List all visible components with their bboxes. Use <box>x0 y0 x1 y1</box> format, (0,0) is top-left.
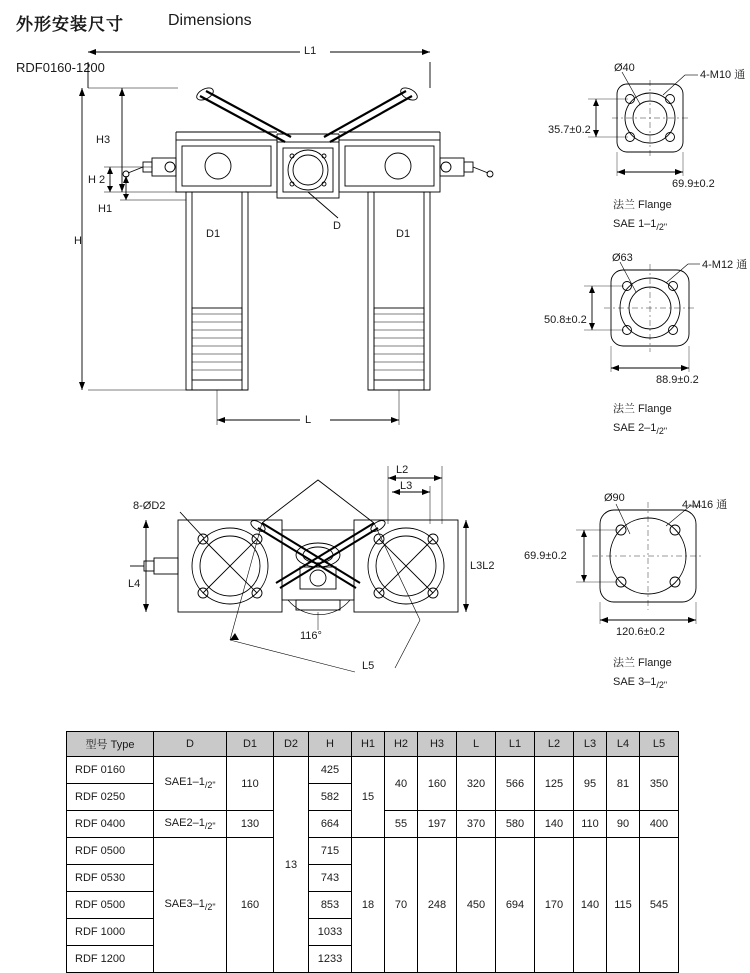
cell-l1: 580 <box>496 811 535 838</box>
col-header-h3: H3 <box>418 732 457 757</box>
dim-label-H2: H 2 <box>88 174 106 186</box>
dim-label-L5: L5 <box>362 660 375 672</box>
cell-d: $SAE3-1_{/2"}$ <box>154 838 227 973</box>
cell-l2: 125 <box>535 757 574 811</box>
cell-l1: 566 <box>496 757 535 811</box>
table-row <box>67 757 679 784</box>
cell-l3: 95 <box>574 757 607 811</box>
cell-d1: 110 <box>227 757 274 811</box>
cell-h: 853 <box>309 892 352 919</box>
flange-sae-3-5-size <box>613 676 667 690</box>
flange-sae-2-5-dim-h: 88.9±0.2 <box>656 374 699 386</box>
col-header-l5: L5 <box>640 732 679 757</box>
specifications-table <box>66 731 679 973</box>
col-header-h1: H1 <box>352 732 385 757</box>
cell-type: RDF 1000 <box>67 919 154 946</box>
flange-sae-2-5-diameter: Ø63 <box>612 252 633 264</box>
flange-sae-3-5-dim-v: 69.9±0.2 <box>524 550 567 562</box>
cell-h1: 15 <box>352 757 385 838</box>
dim-label-L2-top: L2 <box>396 464 409 476</box>
page-title-en: Dimensions <box>168 12 252 29</box>
col-header-l3: L3 <box>574 732 607 757</box>
dim-label-H: H <box>74 235 82 247</box>
cell-l4: 81 <box>607 757 640 811</box>
flange-sae-1-5-caption: 法兰 Flange <box>613 199 672 211</box>
flange-sae-1-5-bolt-note: 4-M10 通 <box>700 69 746 81</box>
cell-l4: 115 <box>607 838 640 973</box>
col-header-h: H <box>309 732 352 757</box>
cell-h: 582 <box>309 784 352 811</box>
dim-label-bolt-note: 8-ØD2 <box>133 500 166 512</box>
table-row <box>67 838 679 865</box>
flange-sae-1-5-size-post: /2" <box>656 222 668 233</box>
flange-sae-3-5-size-post: /2" <box>656 680 668 691</box>
cell-type: RDF 0530 <box>67 865 154 892</box>
cell-d1: 130 <box>227 811 274 838</box>
cell-d2: 13 <box>274 757 309 973</box>
flange-sae-1-5-diameter: Ø40 <box>614 62 635 74</box>
flange-sae-3-5-diameter: Ø90 <box>604 492 625 504</box>
cell-l4: 90 <box>607 811 640 838</box>
dim-label-L: L <box>305 414 312 426</box>
cell-d1: 160 <box>227 838 274 973</box>
cell-h2: 70 <box>385 838 418 973</box>
dim-label-L3L2-right: L3L2 <box>470 560 495 572</box>
cell-h1: 18 <box>352 838 385 973</box>
table-body <box>67 757 679 973</box>
flange-sae-2-5-bolt-note: 4-M12 通 <box>702 259 748 271</box>
cell-h2: 40 <box>385 757 418 811</box>
flange-sae-3-5-bolt-note: 4-M16 通 <box>682 499 728 511</box>
cell-type: RDF 0250 <box>67 784 154 811</box>
cell-h: 1233 <box>309 946 352 973</box>
dim-label-angle: 116° <box>300 630 322 642</box>
cell-l: 320 <box>457 757 496 811</box>
flange-sae-1-5-size-pre: SAE 1–1 <box>613 218 657 230</box>
cell-d: $SAE1-1_{/2"}$ <box>154 757 227 811</box>
col-header-l1: L1 <box>496 732 535 757</box>
col-header-l: L <box>457 732 496 757</box>
flange-sae-3-5-dim-h: 120.6±0.2 <box>616 626 665 638</box>
dim-label-L3-top: L3 <box>400 480 413 492</box>
cell-h3: 248 <box>418 838 457 973</box>
col-header-d1: D1 <box>227 732 274 757</box>
dim-label-H3: H3 <box>96 134 111 146</box>
cell-h: 664 <box>309 811 352 838</box>
dim-label-L4: L4 <box>128 578 141 590</box>
col-header-h2: H2 <box>385 732 418 757</box>
cell-d: $SAE2-1_{/2"}$ <box>154 811 227 838</box>
col-header-type: 型号 Type <box>67 732 154 757</box>
flange-sae-1-5-dim-h: 69.9±0.2 <box>672 178 715 190</box>
cell-h3: 197 <box>418 811 457 838</box>
cell-h: 425 <box>309 757 352 784</box>
cell-h: 743 <box>309 865 352 892</box>
cell-h: 1033 <box>309 919 352 946</box>
col-header-l4: L4 <box>607 732 640 757</box>
cell-h2: 55 <box>385 811 418 838</box>
cell-l2: 140 <box>535 811 574 838</box>
cell-l2: 170 <box>535 838 574 973</box>
cell-l3: 140 <box>574 838 607 973</box>
cell-h3: 160 <box>418 757 457 811</box>
flange-sae-3-5-caption: 法兰 Flange <box>613 657 672 669</box>
flange-sae-2-5-caption: 法兰 Flange <box>613 403 672 415</box>
dim-label-H1: H1 <box>98 203 113 215</box>
dim-label-D1-left: D1 <box>206 228 221 240</box>
cell-l5: 545 <box>640 838 679 973</box>
cell-l: 450 <box>457 838 496 973</box>
col-header-d: D <box>154 732 227 757</box>
flange-sae-1-5-dim-v: 35.7±0.2 <box>548 124 591 136</box>
cell-type: RDF 0160 <box>67 757 154 784</box>
cell-l5: 400 <box>640 811 679 838</box>
col-header-d2: D2 <box>274 732 309 757</box>
model-range-label: RDF0160-1200 <box>16 60 105 75</box>
cell-l3: 110 <box>574 811 607 838</box>
cell-type: RDF 0400 <box>67 811 154 838</box>
flange-sae-2-5-size <box>613 422 667 436</box>
flange-sae-3-5-size-pre: SAE 3–1 <box>613 676 657 688</box>
cell-l1: 694 <box>496 838 535 973</box>
cell-type: RDF 0500 <box>67 892 154 919</box>
flange-sae-2-5-size-pre: SAE 2–1 <box>613 422 657 434</box>
cell-l: 370 <box>457 811 496 838</box>
cell-l5: 350 <box>640 757 679 811</box>
flange-sae-2-5-size-post: /2" <box>656 426 668 437</box>
page-title-cn: 外形安装尺寸 <box>16 15 124 34</box>
dim-label-D1-right: D1 <box>396 228 411 240</box>
col-header-l2: L2 <box>535 732 574 757</box>
table-header-row <box>67 732 679 757</box>
dim-label-D: D <box>333 220 341 232</box>
cell-type: RDF 0500 <box>67 838 154 865</box>
flange-sae-1-5-size <box>613 218 667 232</box>
flange-sae-2-5-dim-v: 50.8±0.2 <box>544 314 587 326</box>
dim-label-L1: L1 <box>304 45 317 57</box>
cell-h: 715 <box>309 838 352 865</box>
cell-type: RDF 1200 <box>67 946 154 973</box>
